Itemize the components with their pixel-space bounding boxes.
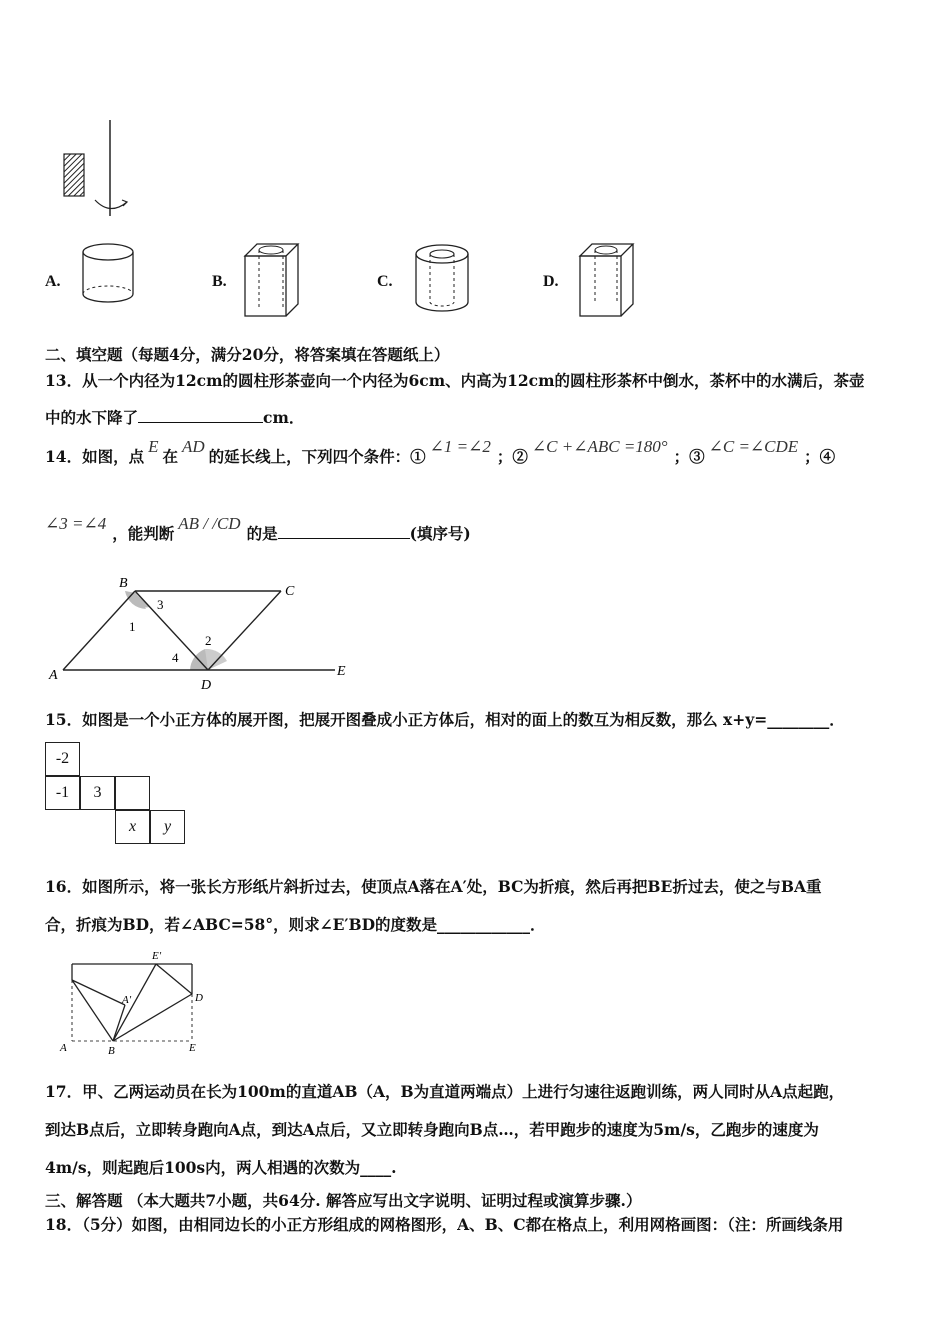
q17-line2: 到达B点后，立即转身跑向A点，到达A点后，又立即转身跑向B点…，若甲跑步的速度为5m/s，乙跑步的速度为 (45, 1120, 819, 1139)
q18-line1: 18．（5分）如图，由相同边长的小正方形组成的网格图形，A、B、C都在格点上，利用网格画图：（注：所画线条用 (45, 1215, 844, 1234)
net-cell: -1 (45, 776, 80, 810)
net-cell: x (115, 810, 150, 844)
rotation-figure (55, 118, 135, 223)
line-ab (63, 591, 135, 670)
q13-line1: 13．从一个内径为12cm的圆柱形茶壶向一个内径为6cm、内高为12cm的圆柱形茶杯中倒水，茶杯中的水满后，茶壶 (45, 371, 865, 390)
option-b-label[interactable]: B. (212, 273, 227, 290)
angle-4-label: 4 (172, 650, 179, 665)
q13-answer-blank[interactable] (138, 408, 263, 423)
net-cell: 3 (80, 776, 115, 810)
q14-parallelogram-figure (45, 573, 355, 691)
q14-answer-blank[interactable] (278, 524, 410, 539)
net-cell: -2 (45, 742, 80, 776)
net-cell (115, 776, 150, 810)
section2-heading: 二、填空题（每题4分，满分20分，将答案填在答题纸上） (45, 345, 450, 364)
point-d-label: D (195, 992, 203, 1004)
vertex-a-label: A (49, 668, 58, 683)
net-cell: y (150, 810, 185, 844)
vertex-e-label: E (337, 664, 346, 679)
rotation-arrow (95, 200, 127, 209)
line-cd (208, 591, 281, 670)
cube-net (45, 742, 195, 848)
option-d-box-with-cylinder-hole[interactable] (575, 238, 640, 323)
q17-line3: 4m/s，则起跑后100s内，两人相遇的次数为____. (45, 1158, 397, 1177)
angle-1-label: 1 (129, 619, 136, 634)
point-e-label: E (189, 1042, 196, 1054)
section3-heading: 三、解答题 （本大题共7小题，共64分. 解答应写出文字说明、证明过程或演算步骤.） (45, 1191, 642, 1210)
point-b-label: B (108, 1045, 115, 1057)
q15-text: 15．如图是一个小正方体的展开图，把展开图叠成小正方体后，相对的面上的数互为相反数，那么 x+y=________． (45, 710, 845, 729)
point-a-label: A (60, 1042, 67, 1054)
vertex-c-label: C (285, 584, 295, 599)
angle-3-label: 3 (157, 597, 164, 612)
vertex-b-label: B (119, 576, 128, 591)
option-c-hollow-cylinder[interactable] (408, 240, 476, 320)
option-c-label[interactable]: C. (377, 273, 393, 290)
option-a-cylinder[interactable] (78, 238, 138, 310)
point-e-prime-label: E′ (152, 950, 162, 962)
point-a-prime-label: A′ (122, 994, 132, 1006)
q13-line2: 中的水下降了 cm． (45, 408, 305, 427)
q17-line1: 17．甲、乙两运动员在长为100m的直道AB（A，B为直道两端点）上进行匀速往返跑训练，两人同时从A点起跑， (45, 1082, 845, 1101)
hatched-rectangle (64, 154, 84, 196)
q16-line1: 16．如图所示，将一张长方形纸片斜折过去，使顶点A落在A′处，BC为折痕，然后再把BE折过去，使之与BA重 (45, 877, 822, 896)
q16-folding-figure (55, 948, 215, 1058)
vertex-d-label: D (201, 678, 212, 691)
option-b-box-with-cylinder-hole[interactable] (240, 238, 305, 323)
option-d-label[interactable]: D. (543, 273, 559, 290)
option-a-label[interactable]: A. (45, 273, 61, 290)
q14-line1: 14．如图，点E在AD的延长线上，下列四个条件：①∠1 =∠2；②∠C +∠ABC =180°；③∠C =∠CDE；④ (45, 437, 836, 466)
q14-line2: ∠3 =∠4，能判断AB / /CD的是 (填序号) (45, 514, 471, 543)
q16-line2: 合，折痕为BD，若∠ABC=58°，则求∠E′BD的度数是____________． (45, 915, 546, 934)
angle-2-label: 2 (205, 633, 212, 648)
